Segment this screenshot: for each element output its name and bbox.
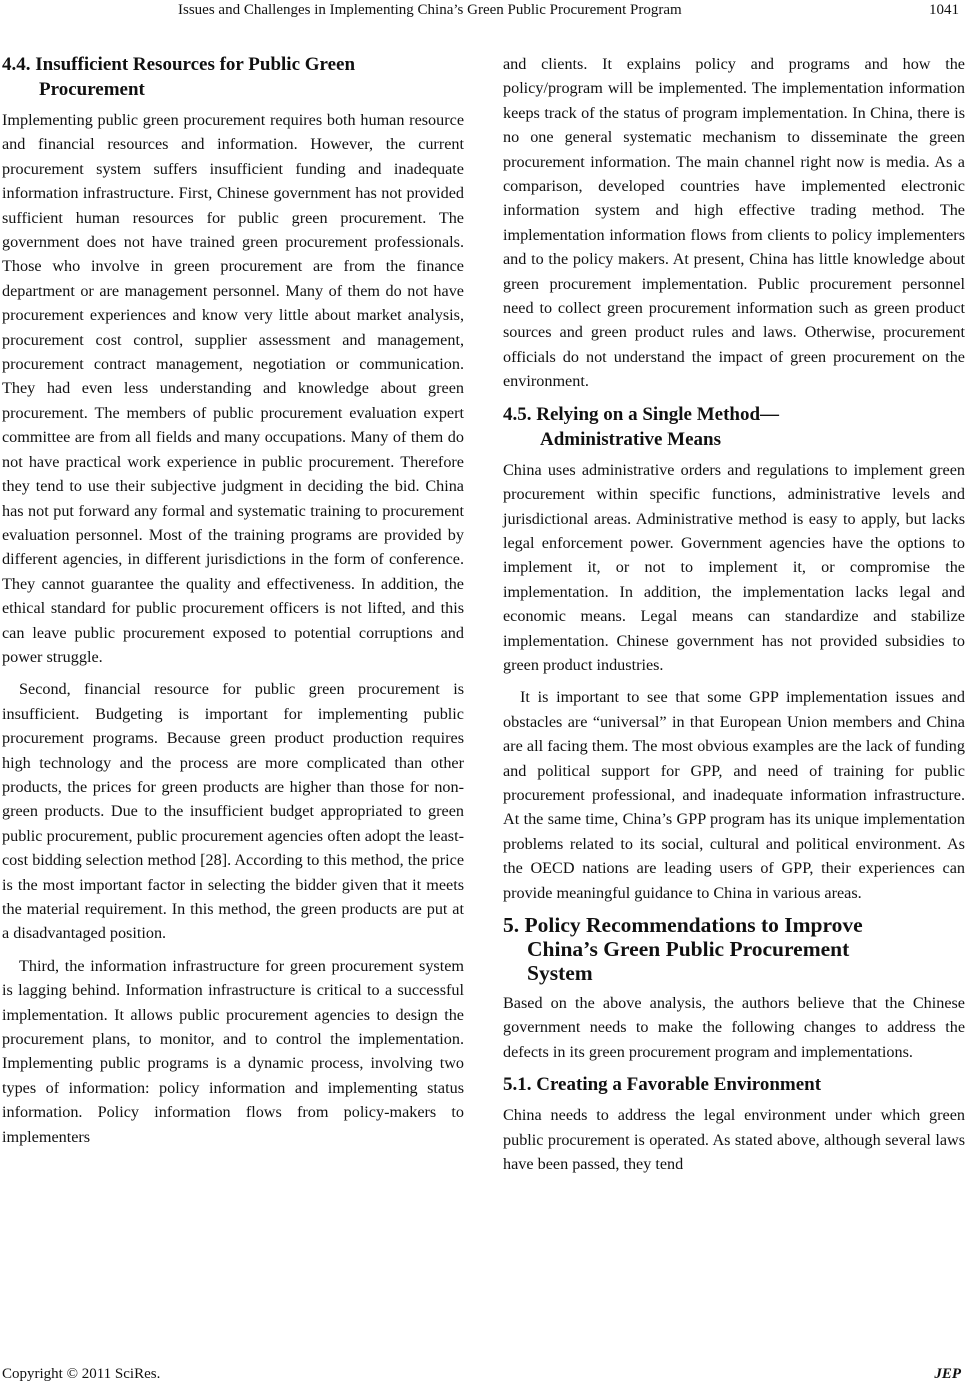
paragraph: Implementing public green procurement requires both human resource and financial resources and information. However, the current procurement system suffers insufficient funding and inadequate information infrastructure. First, Chinese government has not provided sufficient human resources for public green procurement. The government does not have trained green procurement professionals. Those who involve in green procurement are from the finance department or are management personnel. Many of them do not have procurement experiences and know very little about market analysis, procurement cost control, supplier assessment and management, procurement contract management, negotiation or communication. They had even less understanding and knowledge about green procurement. The members of public procurement evaluation expert committee are from all fields and many occupations. Many of them do not have practical work experience in public procurement. Therefore they tend to use their subjective judgment in deciding the bid. China has not put forward any formal and systematic training to procurement evaluation personnel. Most of the training programs are provided by different agencies, in different jurisdictions in the form of conference. They cannot guarantee the quality and effectiveness. In addition, the ethical standard for public procurement officers is not lifted, and this can leave public procurement exposed to potential corruptions and power struggle. [2, 111, 464, 666]
heading-line: 4.5. Relying on a Single Method— [503, 403, 780, 425]
paragraph: and clients. It explains policy and programs and how the policy/program will be implemented. The implementation information keeps track of the status of program implementation. In China, there is no one general systematic mechanism to disseminate the green procurement information. The main channel right now is media. As a comparison, developed countries have implemented electronic information system and high effective trading method. The implementation information flows from clients to policy implementers and to the policy makers. At present, China has little knowledge about green procurement implementation. Public procurement personnel need to collect green procurement information such as green product sources and green product rules and laws. Otherwise, procurement officials do not understand the impact of green procurement on the environment. [503, 55, 965, 391]
heading-line: Procurement [39, 79, 145, 100]
journal-abbrev: JEP [934, 1366, 961, 1382]
right-column [503, 52, 965, 1184]
section-heading-5-1 [503, 1072, 965, 1097]
page-footer [0, 1366, 965, 1384]
heading-line: 4.4. Insufficient Resources for Public Green [2, 54, 356, 75]
page-number: 1041 [929, 2, 959, 18]
section-heading-4-4 [2, 52, 464, 102]
paragraph: Based on the above analysis, the authors believe that the Chinese government needs to make the following changes to address the defects in its green procurement program and implementations. [503, 994, 965, 1061]
heading-line: Administrative Means [540, 428, 722, 450]
left-column [2, 52, 464, 1157]
running-title: Issues and Challenges in Implementing China’s Green Public Procurement Program [178, 2, 682, 18]
paragraph: Second, financial resource for public green procurement is insufficient. Budgeting is important for implementing public procurement programs. Because green product production requires high technology and the process are more complicated than other products, the prices for green products are higher than those for non-green products. Due to the insufficient budget appropriated to green public procurement, public procurement agencies often adopt the least-cost bidding selection method [28]. According to this method, the price is the most important factor in selecting the bidder given that it meets the material requirement. In this method, the green products are put at a disadvantaged position. [2, 680, 464, 943]
heading-line: System [527, 961, 593, 985]
section-heading-5 [503, 913, 965, 985]
paragraph: It is important to see that some GPP implementation issues and obstacles are “universal” in that European Union members and China are all facing them. The most obvious examples are the lack of funding and political support for GPP, and need of training for public procurement professional, and inadequate information infrastructure. At the same time, China’s GPP program has its unique implementation problems related to its social, cultural and political environment. As the OECD nations are leading users of GPP, their experiences can provide meaningful guidance to China in various areas. [503, 688, 965, 902]
running-header [0, 2, 965, 26]
copyright-notice: Copyright © 2011 SciRes. [2, 1366, 161, 1382]
section-heading-4-5 [503, 402, 965, 452]
heading-line: 5. Policy Recommendations to Improve [503, 913, 863, 937]
paragraph: China uses administrative orders and regulations to implement green procurement within specific functions, administrative levels and jurisdictional areas. Administrative method is easy to apply, but lacks legal enforcement power. Government agencies have the options to implement it, or not to implement it, or compromise the implementation. In addition, the implementation lacks legal and economic means. Legal means can standardize and stabilize implementation. Chinese government has not provided subsidies to green product industries. [503, 460, 965, 674]
paragraph: Third, the information infrastructure for green procurement system is lagging behind. Information infrastructure is critical to a successful implementation. It allows public procurement agencies to design the procurement plans, to monitor, and to control the implementation. Implementing public programs is a dynamic process, involving two types of information: policy information and implementing status information. Policy information flows from policy-makers to implementers [2, 956, 464, 1146]
paragraph: China needs to address the legal environment under which green public procurement is operated. As stated above, although several laws have been passed, they tend [503, 1106, 965, 1174]
heading-line: 5.1. Creating a Favorable Environment [503, 1074, 822, 1096]
heading-line: China’s Green Public Procurement [527, 937, 850, 961]
